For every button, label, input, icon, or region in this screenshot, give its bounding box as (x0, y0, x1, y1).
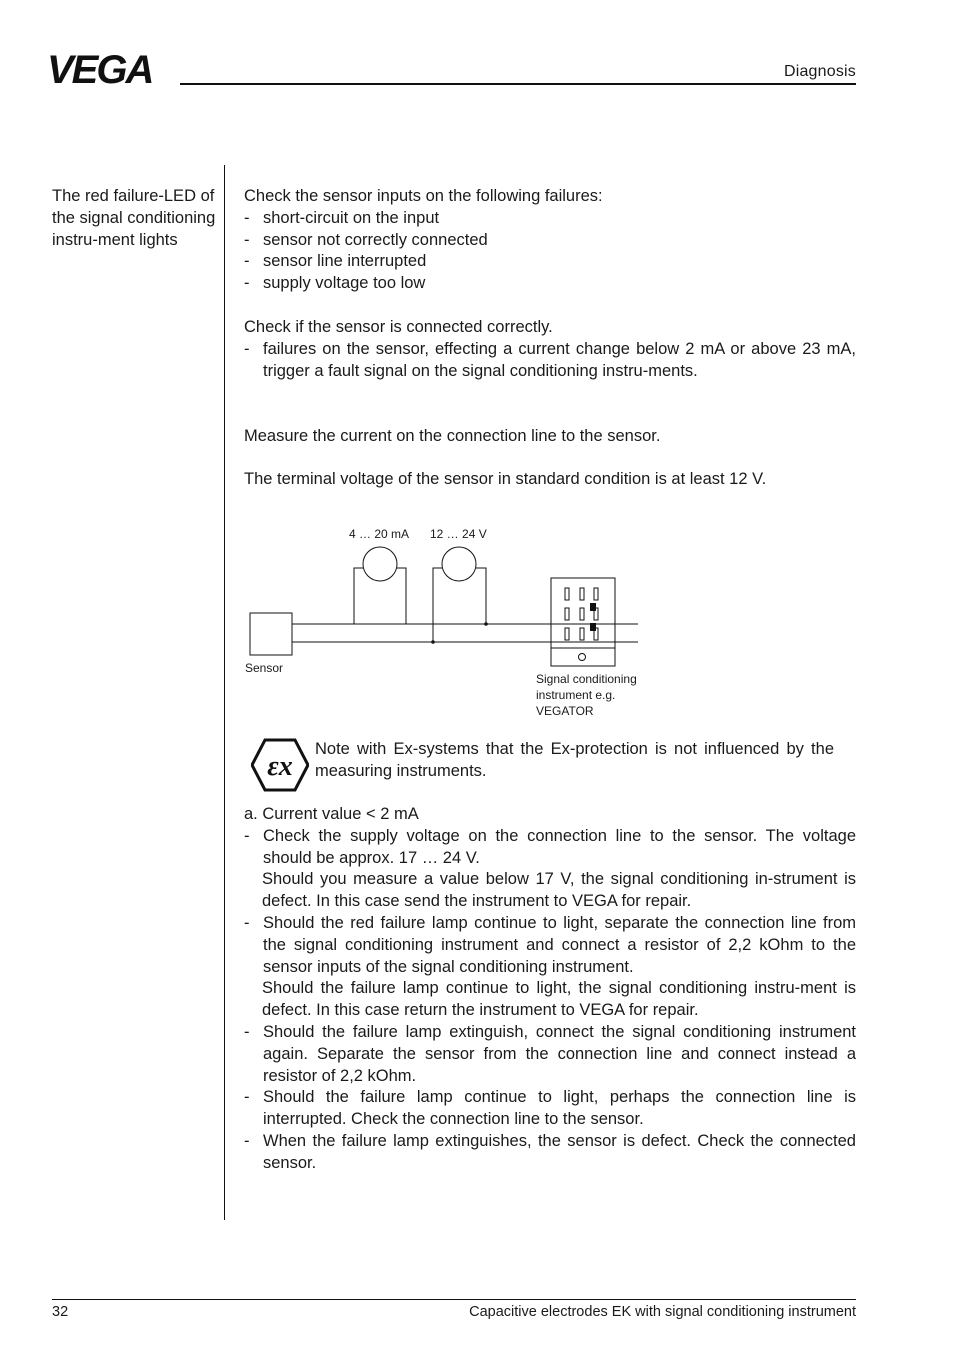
voltmeter-circle (442, 547, 476, 581)
list-item-text: failures on the sensor, effecting a current change below 2 mA or above 23 mA, trigger a fault signal on the signal conditioning instru-ments. (263, 339, 856, 380)
footer-rule (52, 1299, 856, 1300)
voltmeter-wire-right (476, 568, 486, 624)
side-note: The red failure-LED of the signal conditioning instru-ment lights (52, 187, 216, 249)
list-item: - sensor not correctly connected (244, 230, 488, 249)
ammeter-wire-right (397, 568, 406, 624)
list-item-continuation: Should the failure lamp continue to light, the signal conditioning instru-ment is defect. In this case return the instrument to VEGA for repair. (262, 979, 856, 1020)
list-item: - Check the supply voltage on the connection line to the sensor. The voltage should be approx. 17 … 24 V. (244, 826, 856, 867)
list-item-text: Should the failure lamp extinguish, connect the signal conditioning instrument again. Separate the sensor from the connection line and connect instead a resistor of 2,2 kOhm. (263, 1022, 856, 1085)
list-item-text: Check the supply voltage on the connection line to the sensor. The voltage should be approx. 17 … 24 V. (263, 826, 856, 867)
check-connection-block (244, 317, 856, 382)
ammeter-circle (363, 547, 397, 581)
list-item: - supply voltage too low (244, 274, 426, 293)
instrument-label-3: VEGATOR (536, 704, 594, 718)
footer-title: Capacitive electrodes EK with signal conditioning instrument (469, 1304, 856, 1320)
column-divider (224, 165, 225, 1220)
ex-protection-icon (251, 738, 309, 792)
list-item-text: short-circuit on the input (263, 208, 440, 227)
section-title: Diagnosis (783, 63, 856, 80)
list-item-text: supply voltage too low (263, 274, 426, 293)
case-a-block (244, 804, 856, 1175)
list-item: - Should the failure lamp continue to light, perhaps the connection line is interrupted. Check the connection line to the sensor. (244, 1088, 856, 1129)
svg-text:εx: εx (267, 751, 293, 782)
list-item-text: sensor not correctly connected (263, 230, 488, 249)
instrument-box (551, 578, 615, 666)
list-item: - failures on the sensor, effecting a current change below 2 mA or above 23 mA, trigger a fault signal on the signal conditioning instru-ments. (244, 339, 856, 380)
list-item: - Should the red failure lamp continue to light, separate the connection line from the signal conditioning instrument and connect a resistor of 2,2 kOhm to the sensor inputs of the signal conditioning instrument. (244, 913, 856, 976)
check-inputs-block (244, 186, 856, 295)
vega-logo-text: VEGA (47, 52, 153, 86)
header-rule (180, 83, 856, 85)
measure-current-text: Measure the current on the connection line to the sensor. (244, 427, 661, 445)
list-item: - When the failure lamp extinguishes, the sensor is defect. Check the connected sensor. (244, 1131, 856, 1172)
check-connection-intro: Check if the sensor is connected correctly. (244, 318, 553, 336)
instrument-label-2: instrument e.g. (536, 688, 616, 702)
instrument-led (579, 654, 586, 661)
list-item-text: Should the failure lamp continue to light, perhaps the connection line is interrupted. Check the connection line to the sensor. (263, 1088, 856, 1129)
list-item-text: Should the red failure lamp continue to light, separate the connection line from the signal conditioning instrument and connect a resistor of 2,2 kOhm to the sensor inputs of the signal conditioning instrument. (263, 913, 856, 976)
voltmeter-label: 12 … 24 V (430, 527, 487, 541)
list-item: - sensor line interrupted (244, 252, 427, 271)
sensor-label: Sensor (245, 661, 284, 675)
sensor-box (250, 613, 292, 655)
check-inputs-intro: Check the sensor inputs on the following failures: (244, 187, 603, 205)
list-item: - Should the failure lamp extinguish, connect the signal conditioning instrument again. Separate the sensor from the connection line and connect instead a resistor of 2,2 kOhm. (244, 1022, 856, 1085)
list-item-continuation: Should you measure a value below 17 V, the signal conditioning in-strument is defect. In this case send the instrument to VEGA for repair. (262, 870, 856, 911)
list-item-text: When the failure lamp extinguishes, the sensor is defect. Check the connected sensor. (263, 1131, 856, 1172)
page-number: 32 (52, 1304, 69, 1320)
wiring-diagram (236, 520, 666, 725)
list-item-text: sensor line interrupted (263, 252, 427, 271)
case-a-heading: a. Current value < 2 mA (244, 805, 419, 823)
ammeter-label: 4 … 20 mA (349, 527, 410, 541)
vega-logo (47, 52, 172, 86)
voltmeter-wire-left (433, 568, 442, 642)
ex-note-text: Note with Ex-systems that the Ex-protection is not influenced by the measuring instruments. (315, 740, 834, 780)
ammeter-wire-left (354, 568, 363, 624)
terminal-voltage-text: The terminal voltage of the sensor in standard condition is at least 12 V. (244, 470, 767, 488)
instrument-label-1: Signal conditioning (536, 672, 637, 686)
list-item: - short-circuit on the input (244, 208, 440, 227)
